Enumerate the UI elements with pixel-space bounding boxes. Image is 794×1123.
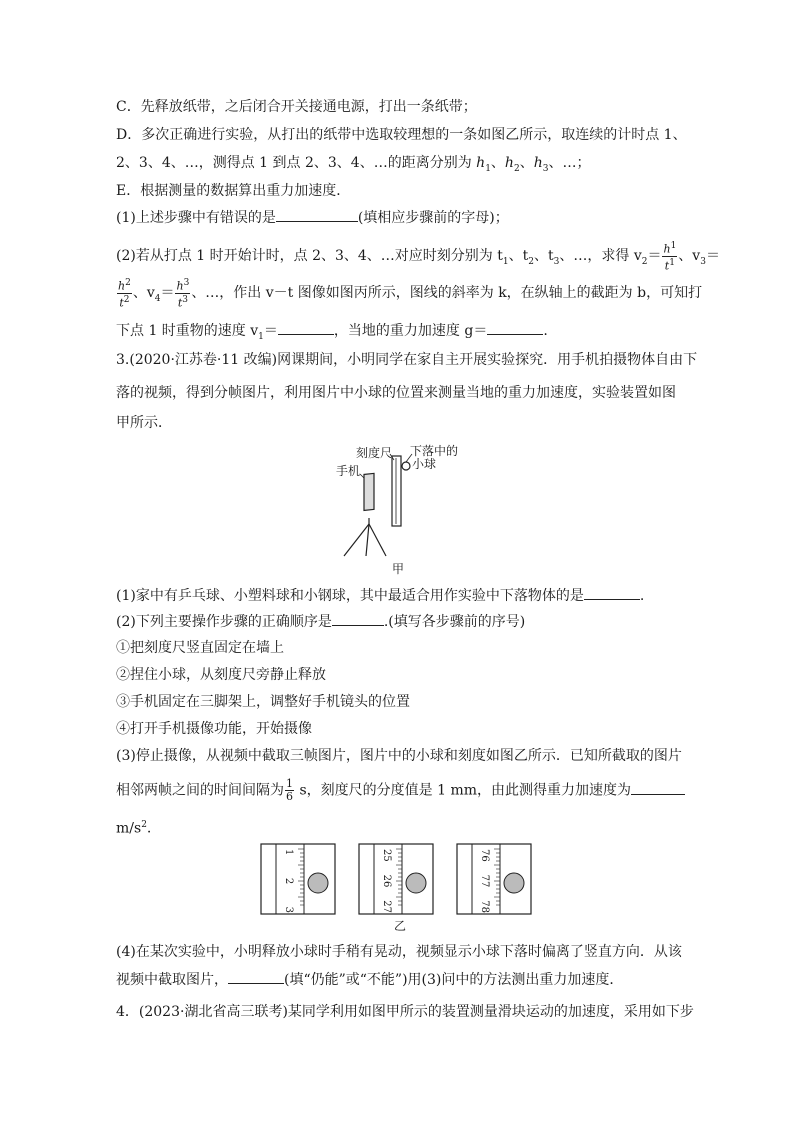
- answer-blank[interactable]: [487, 320, 543, 335]
- label-ball: 小球: [412, 457, 437, 471]
- problem-4-line1: 4．(2023·湖北省高三联考)某同学利用如图甲所示的装置测量滑块运动的加速度，采用如下步: [116, 1004, 694, 1020]
- frame-2: [359, 844, 433, 914]
- ruler-frames: [260, 843, 542, 915]
- step-e: E．根据测量的数据算出重力加速度．: [116, 183, 351, 199]
- label-falling-ball: 下落中的: [410, 444, 459, 458]
- problem-3-line3: 甲所示．: [116, 415, 172, 431]
- sub-question-4-line2: 视频中截取图片， (填“仍能”或“不能”)用(3)问中的方法测出重力加速度．: [116, 969, 623, 990]
- step-c: C．先释放纸带，之后闭合开关接通电源，打出一条纸带；: [116, 99, 477, 115]
- answer-blank[interactable]: [584, 585, 640, 600]
- figure-jia: [330, 440, 480, 580]
- label-phone: 手机: [336, 464, 361, 478]
- apparatus-diagram: [330, 440, 480, 580]
- sub-question-3-line3: $m/s^2$.: [116, 820, 152, 837]
- step-d-line1: D．多次正确进行实验，从打出的纸带中选取较理想的一条如图乙所示，取连续的计时点 1、: [116, 127, 687, 143]
- figure-caption: 甲: [392, 562, 405, 576]
- figure-yi: [260, 843, 542, 933]
- problem-3-line2: 落的视频，得到分帧图片，利用图片中小球的位置来测量当地的重力加速度，实验装置如图: [116, 385, 676, 401]
- figure-caption: 乙: [394, 919, 407, 933]
- answer-blank[interactable]: [332, 611, 384, 626]
- option-1: ①把刻度尺竖直固定在墙上: [116, 640, 284, 656]
- sub-question-3-line2: 相邻两帧之间的时间间隔为 $\frac{1}{6}$ s，刻度尺的分度值是 1 mm，由此测得重力加速度为: [116, 778, 685, 803]
- problem-3-line1: 3.(2020·江苏卷·11 改编)网课期间，小明同学在家自主开展实验探究．用手机拍摄物体自由下: [116, 352, 698, 368]
- question-1: (1)上述步骤中有错误的是 (填相应步骤前的字母)；: [116, 207, 509, 228]
- frame-3-ticks: 76 77 78: [479, 849, 490, 913]
- sub-question-4-line1: (4)在某次实验中，小明释放小球时手稍有晃动，视频显示小球下落时偏离了竖直方向．从该: [116, 944, 682, 960]
- question-2-line1: (2)若从打点 1 时开始计时，点 2、3、4、…对应时刻分别为 $t_1$、$t_2$、$t_3$、…，求得 $v_2=$ $\frac{h^1}{t^1}$ 、$v_3=$: [116, 241, 720, 273]
- frame-3: [457, 844, 531, 914]
- answer-blank[interactable]: [278, 320, 334, 335]
- answer-blank[interactable]: [631, 780, 685, 795]
- frame-2-ticks: 25 26 27: [381, 849, 392, 913]
- sub-question-2: (2)下列主要操作步骤的正确顺序是 .(填写各步骤前的序号): [116, 611, 525, 632]
- sub-question-3-line1: (3)停止摄像，从视频中截取三帧图片，图片中的小球和刻度如图乙所示．已知所截取的图片: [116, 748, 682, 764]
- question-2-line3: 下点 1 时重物的速度 $v_1=$ ，当地的重力加速度 g＝ .: [116, 320, 548, 347]
- label-ruler: 刻度尺: [356, 446, 393, 460]
- sub-question-1: (1)家中有乒乓球、小塑料球和小钢球，其中最适合用作实验中下落物体的是 .: [116, 585, 644, 606]
- option-3: ③手机固定在三脚架上，调整好手机镜头的位置: [116, 694, 410, 710]
- step-d-line2: 2、3、4、…，测得点 1 到点 2、3、4、…的距离分别为 $h_1$、$h_2$、$h_3$、…；: [116, 155, 591, 174]
- question-2-line2: $\frac{h^2}{t^2}$ 、$v_4=$ $\frac{h^3}{t^3}$ 、…，作出 v－t 图像如图丙所示，图线的斜率为 k，在纵轴上的截距为 b，可知打: [118, 278, 703, 310]
- answer-blank[interactable]: [228, 969, 284, 984]
- answer-blank[interactable]: [276, 207, 358, 222]
- option-4: ④打开手机摄像功能，开始摄像: [116, 721, 312, 737]
- frame-1-ticks: 1 2 3: [283, 849, 294, 913]
- option-2: ②捏住小球，从刻度尺旁静止释放: [116, 667, 326, 683]
- frame-1: [261, 844, 335, 914]
